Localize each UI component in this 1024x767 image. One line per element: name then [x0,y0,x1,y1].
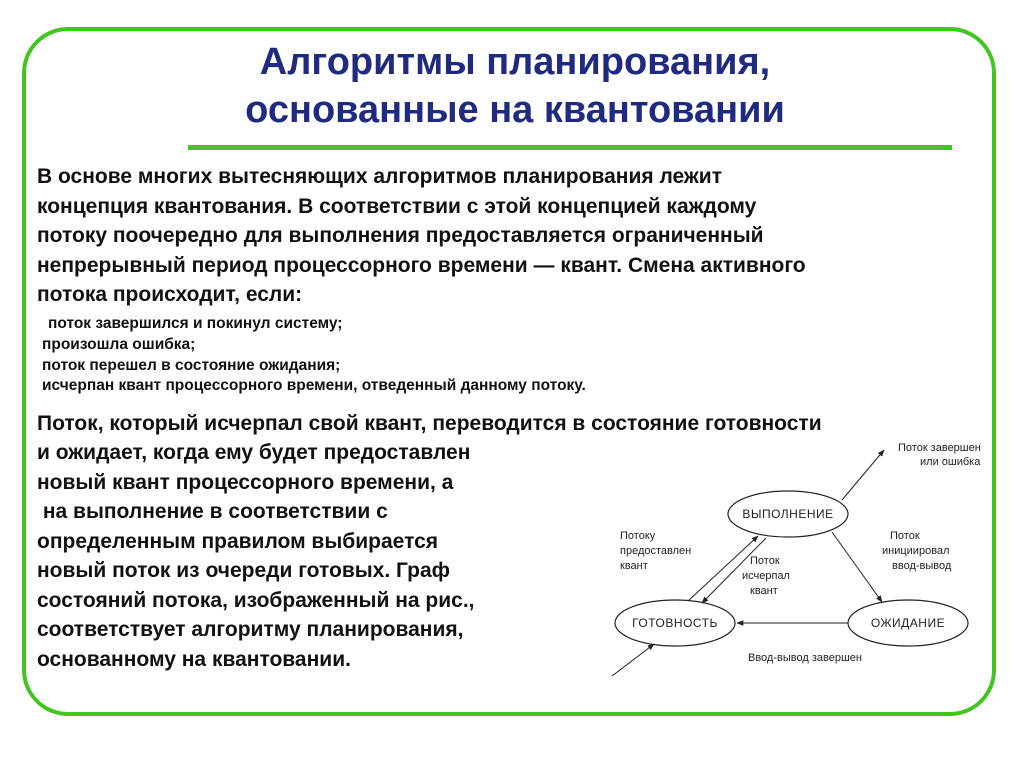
quantum-paragraph [37,438,597,674]
state-ready [615,600,735,646]
para2-line: Поток, который исчерпал свой квант, переводится в состояние готовности [37,412,822,435]
state-running-label: ВЫПОЛНЕНИЕ [742,507,834,521]
intro-paragraph [37,162,967,310]
intro-line: непрерывный период процессорного времени — квант. Смена активного [37,253,806,277]
intro-line: потока происходит, если: [37,283,303,306]
condition-item: поток перешел в состояние ожидания; [42,356,341,374]
label-given-3: квант [620,560,648,572]
para2-line: определенным правилом выбирается [37,529,439,553]
edge-io-start [832,532,882,602]
edge-given-quantum [688,536,758,601]
label-exit-1: Поток завершен [898,442,981,454]
intro-line: концепция квантования. В соответствии с этой концепцией каждому [37,194,757,218]
quantum-paragraph-first-line [37,409,972,439]
edge-new-thread [612,644,654,676]
intro-line: В основе многих вытесняющих алгоритмов планирования лежит [37,165,722,188]
para2-line: новый квант процессорного времени, а [37,470,454,494]
label-exhausted-2: исчерпал [742,570,790,582]
slide-title [90,38,940,134]
label-io-2: инициировал [882,545,950,557]
label-given-2: предоставлен [620,545,692,557]
label-io-done: Ввод-вывод завершен [748,652,862,664]
state-running [728,491,848,537]
state-waiting [848,600,968,646]
para2-line: и ожидает, когда ему будет предоставлен [37,441,471,464]
label-exit-2: или ошибка [920,456,981,468]
para2-line: на выполнение в соответствии с [37,500,388,523]
label-exhausted-3: квант [750,585,778,597]
label-given-1: Потоку [620,530,656,542]
para2-line: соответствует алгоритму планирования, [37,618,464,641]
para2-line: основанному на квантовании. [37,647,351,671]
state-ready-label: ГОТОВНОСТЬ [632,616,718,630]
edge-exit [842,450,884,500]
condition-item: произошла ошибка; [42,335,196,353]
title-line-2: основанные на квантовании [245,89,785,131]
thread-state-diagram [600,438,1000,683]
label-exhausted-1: Поток [750,555,780,567]
condition-item: поток завершился и покинул систему; [48,315,343,332]
intro-line: потоку поочередно для выполнения предоставляется ограниченный [37,224,764,247]
title-line-1: Алгоритмы планирования, [259,41,771,83]
conditions-list [42,314,942,397]
title-underline [188,145,952,150]
para2-line: новый поток из очереди готовых. Граф [37,559,450,582]
label-io-1: Поток [890,530,920,542]
para2-line: состояний потока, изображенный на рис., [37,588,475,612]
label-io-3: ввод-вывод [892,560,952,572]
condition-item: исчерпан квант процессорного времени, отведенный данному потоку. [42,377,586,395]
state-waiting-label: ОЖИДАНИЕ [870,616,946,630]
